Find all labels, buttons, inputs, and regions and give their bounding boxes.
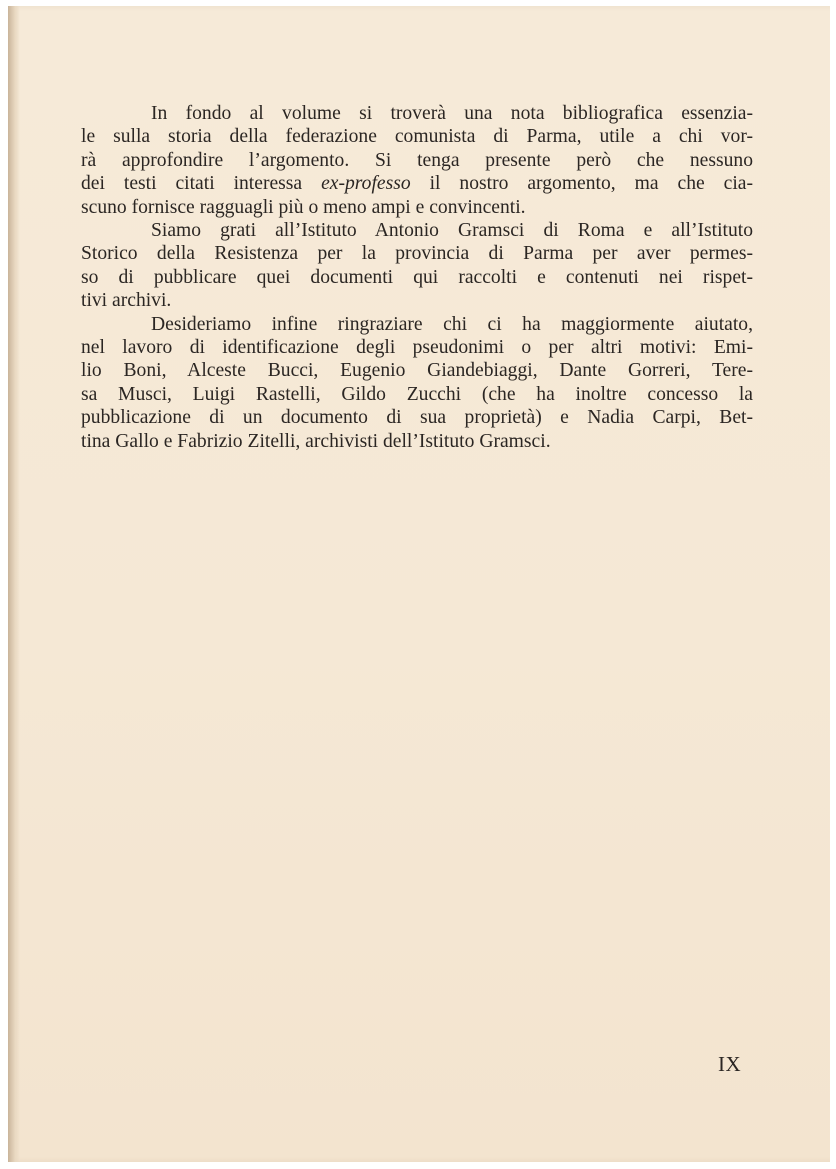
body-text bbox=[81, 102, 753, 453]
paragraph-thanks-institutes bbox=[81, 219, 753, 313]
paragraph-bibliography bbox=[81, 102, 753, 219]
text-segment: il nostro argomento, ma che cia- bbox=[410, 173, 753, 195]
text-line: Siamo grati all’Istituto Antonio Gramsci di Roma e all’Istituto bbox=[151, 220, 753, 242]
page-gutter bbox=[8, 6, 20, 1162]
text-line: rà approfondire l’argomento. Si tenga presente però che nessuno bbox=[81, 149, 753, 171]
text-line: pubblicazione di un documento di sua proprietà) e Nadia Carpi, Bet- bbox=[81, 407, 753, 429]
text-segment: dei testi citati interessa bbox=[81, 173, 322, 195]
text-line bbox=[81, 172, 753, 195]
text-line: lio Boni, Alceste Bucci, Eugenio Giandebiaggi, Dante Gorreri, Tere- bbox=[81, 360, 753, 382]
italic-term: ex-professo bbox=[321, 173, 411, 195]
text-line: tina Gallo e Fabrizio Zitelli, archivisti dell’Istituto Gramsci. bbox=[81, 430, 551, 452]
text-line: sa Musci, Luigi Rastelli, Gildo Zucchi (che ha inoltre concesso la bbox=[81, 383, 753, 405]
text-line: Storico della Resistenza per la provincia di Parma per aver permes- bbox=[81, 243, 753, 265]
text-line: so di pubblicare quei documenti qui raccolti e contenuti nei rispet- bbox=[81, 266, 753, 288]
text-line: scuno fornisce ragguagli più o meno ampi e convincenti. bbox=[81, 196, 526, 218]
text-line: Desideriamo infine ringraziare chi ci ha maggiormente aiutato, bbox=[151, 313, 753, 335]
page-number: IX bbox=[718, 1052, 742, 1076]
paragraph-thanks-people bbox=[81, 313, 753, 453]
book-page bbox=[8, 6, 830, 1162]
text-line: In fondo al volume si troverà una nota bibliografica essenzia- bbox=[151, 103, 753, 124]
text-line: nel lavoro di identificazione degli pseudonimi o per altri motivi: Emi- bbox=[81, 337, 753, 359]
text-line: tivi archivi. bbox=[81, 290, 172, 312]
text-line: le sulla storia della federazione comunista di Parma, utile a chi vor- bbox=[81, 126, 753, 148]
